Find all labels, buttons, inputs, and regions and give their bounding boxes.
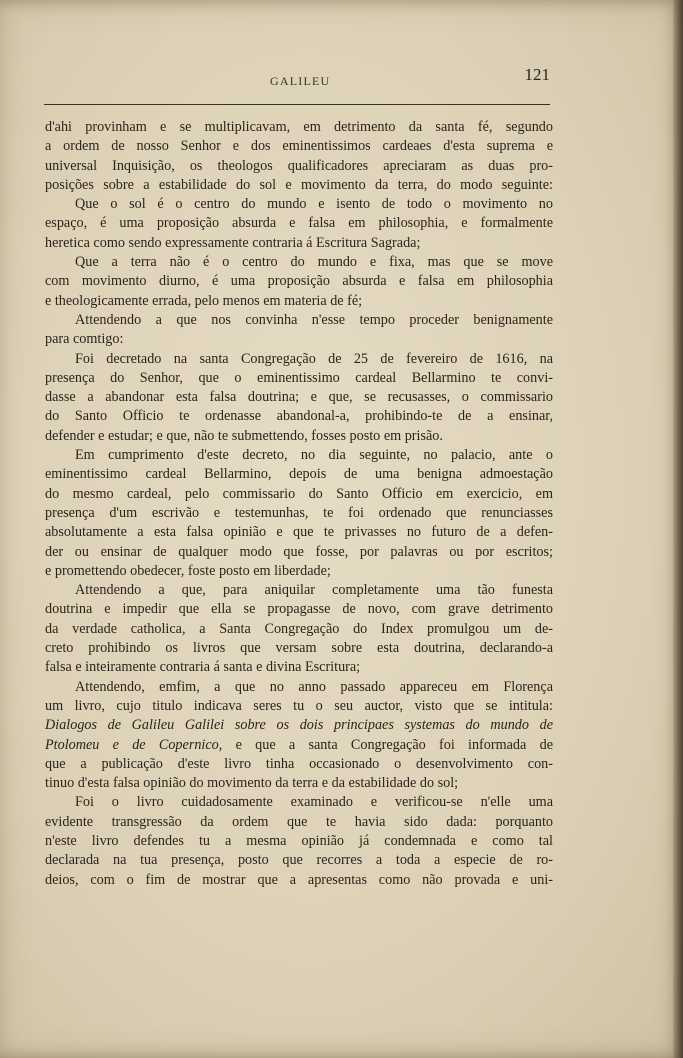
text-line: heretica como sendo expressamente contraria á Escritura Sagrada; (45, 234, 421, 251)
text-line: Attendendo a que, para aniquilar completamente uma tão funesta (75, 582, 553, 599)
text-line: Que o sol é o centro do mundo e isento de todo o movimento no (75, 196, 553, 213)
text-line: Attendendo, emfim, a que no anno passado appareceu em Florença (75, 678, 553, 695)
text-line: n'este livro defendes tu a mesma opinião já condemnada e como tal (45, 832, 553, 849)
text-line: dasse a abandonar esta falsa doutrina; e que, se recusasses, o commissario (45, 389, 553, 406)
body-text (45, 118, 553, 890)
text-line: que a publicação d'este livro tinha occasionado o desenvolvimento con- (45, 755, 553, 772)
header-rule (44, 104, 550, 105)
page-number: 121 (524, 65, 550, 84)
text-line: Attendendo a que nos convinha n'esse tempo proceder benignamente (75, 311, 553, 328)
text-line: eminentissimo cardeal Bellarmino, depois de uma benigna admoestação (45, 466, 553, 483)
text-line: d'ahi provinham e se multiplicavam, em detrimento da santa fé, segundo (45, 119, 553, 135)
text-line: um livro, cujo titulo indicava seres tu o seu auctor, visto que se intitula: (45, 697, 553, 714)
text-line: posições sobre a estabilidade do sol e movimento da terra, do modo seguinte: (45, 176, 553, 193)
text-line: do mesmo cardeal, pelo commissario do Santo Officio em exercicio, em (45, 485, 553, 502)
text-line: Que a terra não é o centro do mundo e fixa, mas que se move (75, 254, 553, 271)
text-line: Em cumprimento d'este decreto, no dia seguinte, no palacio, ante o (75, 447, 553, 464)
running-title: GALILEU (270, 74, 331, 88)
text-line: para comtigo: (45, 331, 124, 348)
text-line: da verdade catholica, a Santa Congregação do Index promulgou um de- (45, 620, 553, 637)
text-line: doutrina e impedir que ella se propagasse de novo, com grave detrimento (45, 601, 553, 618)
text-line: creto prohibindo os livros que versam sobre esta doutrina, declarando-a (45, 640, 553, 657)
page-header (44, 62, 550, 92)
text-line: Foi decretado na santa Congregação de 25 de fevereiro de 1616, na (75, 350, 553, 367)
text-line: defender e estudar; e que, não te submettendo, fosses posto em prisão. (45, 427, 443, 444)
text-line: espaço, é uma proposição absurda e falsa em philosophia, e formalmente (45, 215, 553, 232)
text-line: presença do Senhor, que o eminentissimo cardeal Bellarmino te convi- (45, 369, 553, 386)
text-line: falsa e inteiramente contraria á santa e divina Escritura; (45, 659, 361, 676)
text-fragment: e que a santa Congregação foi informada de (222, 736, 553, 753)
text-line: universal Inquisição, os theologos qualificadores apreciaram as duas pro- (45, 157, 553, 174)
text-line: e theologicamente errada, pelo menos em materia de fé; (45, 292, 363, 309)
text-line: do Santo Officio te ordenasse abandonal-a, prohibindo-te de a ensinar, (45, 408, 553, 425)
text-line (45, 716, 553, 735)
text-line: evidente transgressão da ordem que te havia sido dada: porquanto (45, 813, 553, 830)
book-title-italic-end: Ptolomeu e de Copernico, (45, 736, 223, 753)
text-line: a ordem de nosso Senhor e dos eminentissimos cardeaes d'esta suprema e (45, 138, 553, 155)
text-line: declarada na tua presença, posto que recorres a toda a especie de ro- (45, 852, 553, 869)
text-line (45, 736, 553, 755)
book-title-italic: Dialogos de Galileu Galilei sobre os dois principaes systemas do mundo de (45, 717, 553, 734)
text-line: deios, com o fim de mostrar que a apresentas como não provada e uni- (45, 871, 553, 888)
text-line: Foi o livro cuidadosamente examinado e verificou-se n'elle uma (75, 794, 553, 811)
text-line: presença d'um escrivão e testemunhas, te foi ordenado que renunciasses (45, 504, 553, 521)
page-edge-shadow (673, 0, 683, 1058)
text-line: absolutamente a esta falsa opinião e que te privasses no futuro de a defen- (45, 524, 553, 541)
text-line: com movimento diurno, é uma proposição absurda e falsa em philosophia (45, 273, 553, 290)
text-line: der ou ensinar de qualquer modo que fosse, por palavras ou por escritos; (45, 543, 553, 560)
text-line: e promettendo obedecer, foste posto em liberdade; (45, 562, 331, 579)
text-line: tinuo d'esta falsa opinião do movimento da terra e da estabilidade do sol; (45, 775, 459, 792)
